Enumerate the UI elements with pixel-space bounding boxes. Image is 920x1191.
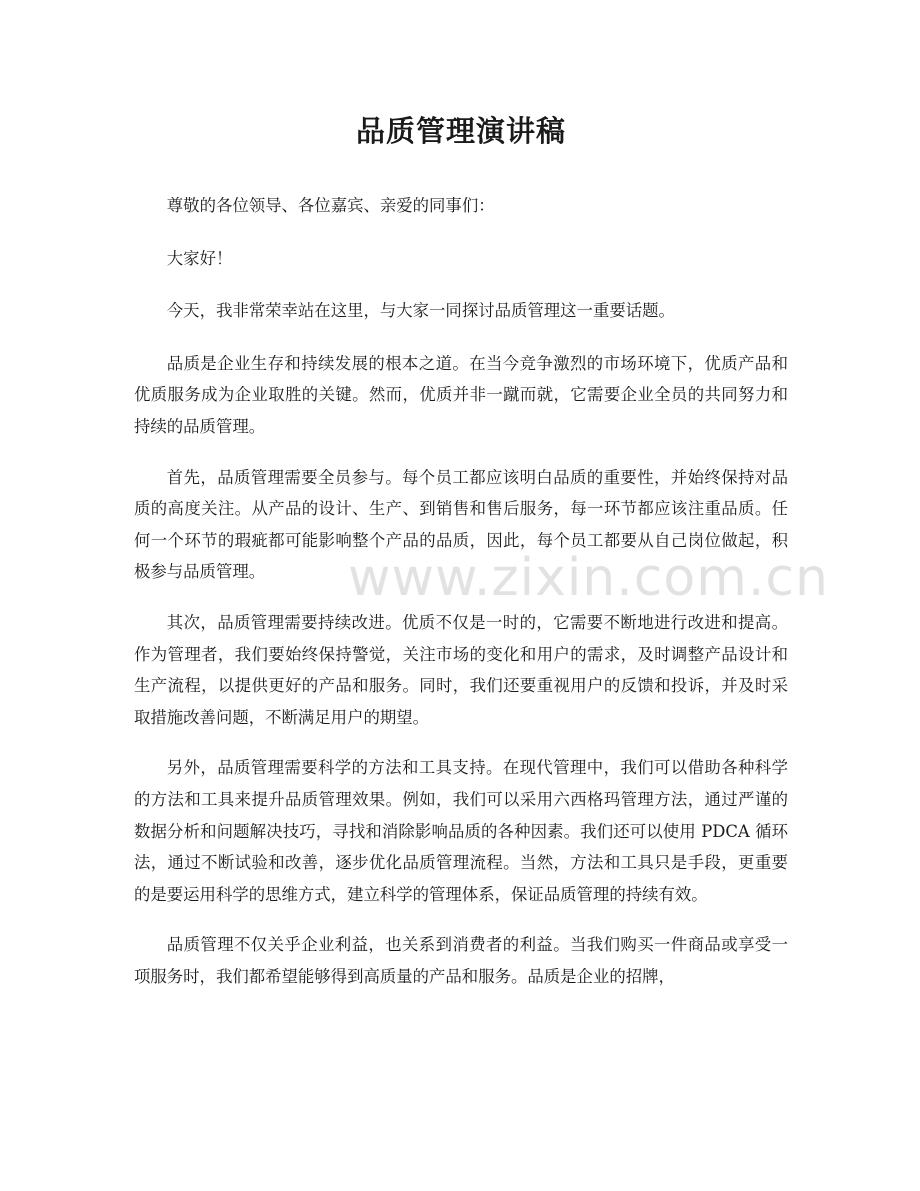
paragraph-greeting: 大家好！ [166,248,233,268]
document-title: 品质管理演讲稿 [355,114,566,148]
watermark-text: www.zixin.com.cn [348,548,829,608]
paragraph-consumer-interest: 品质管理不仅关乎企业利益，也关系到消费者的利益。当我们购买一件商品或享受一项服务时，我们都希望能够得到高质量的产品和服务。品质是企业的招牌， [134,935,788,986]
paragraph-scientific-methods: 另外，品质管理需要科学的方法和工具支持。在现代管理中，我们可以借助各种科学的方法和工具来提升品质管理效果。例如，我们可以采用六西格玛管理方法，通过严谨的数据分析和问题解决技巧，寻找和消除影响品质的各种因素。我们还可以使用 PDCA 循环法，通过不断试验和改善，逐步优化品质管理流程。当然，方法和工具只是手段，更重要的是要运用科学的思维方式，建立科学的管理体系，保证品质管理的持续有效。 [134,758,788,904]
paragraph-full-participation: 首先，品质管理需要全员参与。每个员工都应该明白品质的重要性，并始终保持对品质的高度关注。从产品的设计、生产、到销售和售后服务，每一环节都应该注重品质。任何一个环节的瑕疵都可能影响整个产品的品质，因此，每个员工都要从自己岗位做起，积极参与品质管理。 [134,467,788,582]
paragraph-quality-foundation: 品质是企业生存和持续发展的根本之道。在当今竞争激烈的市场环境下，优质产品和优质服务成为企业取胜的关键。然而，优质并非一蹴而就，它需要企业全员的共同努力和持续的品质管理。 [134,353,788,436]
paragraph-intro: 今天，我非常荣幸站在这里，与大家一同探讨品质管理这一重要话题。 [166,301,675,321]
paragraph-continuous-improvement: 其次，品质管理需要持续改进。优质不仅是一时的，它需要不断地进行改进和提高。作为管理者，我们要始终保持警觉，关注市场的变化和用户的需求，及时调整产品设计和生产流程，以提供更好的产品和服务。同时，我们还要重视用户的反馈和投诉，并及时采取措施改善问题，不断满足用户的期望。 [134,612,788,727]
paragraph-salutation: 尊敬的各位领导、各位嘉宾、亲爱的同事们： [166,196,495,215]
